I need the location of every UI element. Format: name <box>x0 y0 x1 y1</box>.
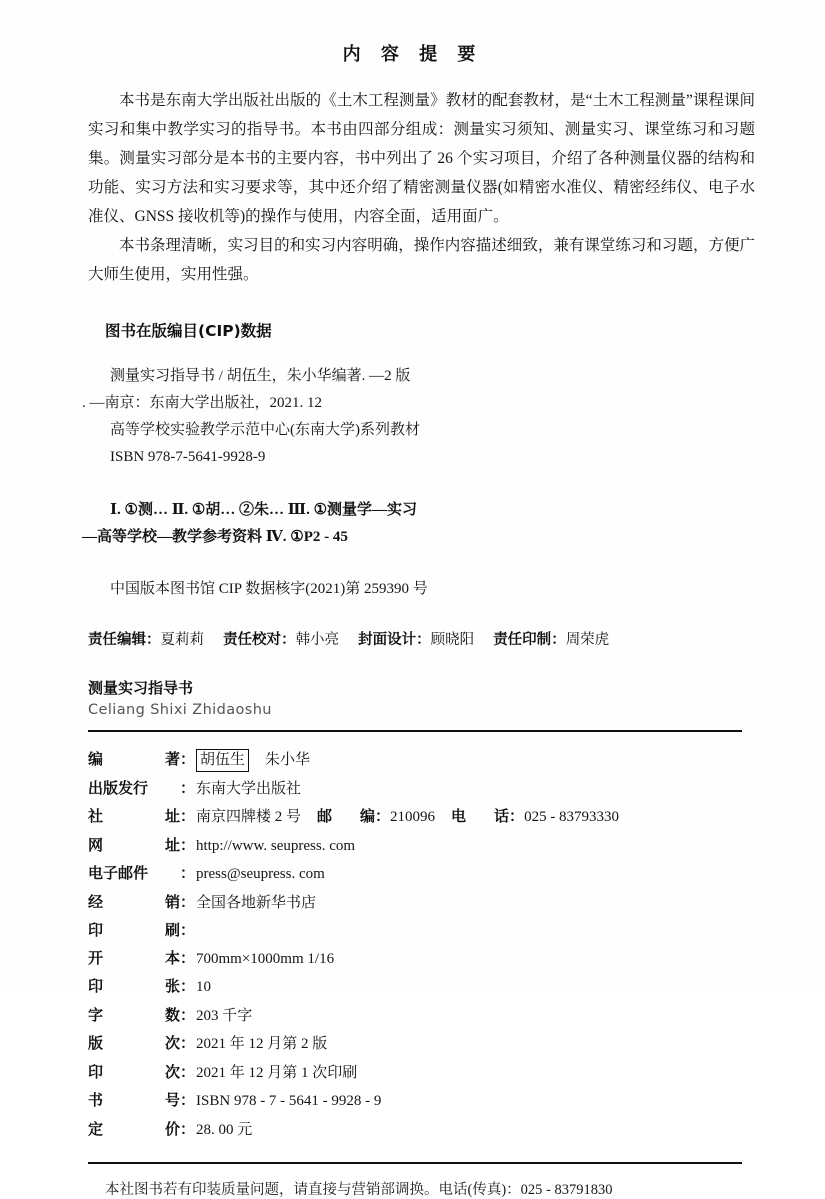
imprint-row <box>88 1087 825 1116</box>
colon: ： <box>551 632 566 648</box>
imprint-value-isbn: ISBN 978 - 7 - 5641 - 9928 - 9 <box>196 1093 382 1109</box>
colon: ： <box>416 632 431 648</box>
credits-line <box>88 628 825 649</box>
print-supervisor-label: 责任印制 <box>493 632 552 648</box>
book-title-pinyin: Celiang Shixi Zhidaoshu <box>88 702 272 718</box>
boxed-author-name: 胡伍生 <box>196 749 249 772</box>
cip-entry <box>82 363 825 471</box>
second-author-name: 朱小华 <box>265 752 311 768</box>
colon: ： <box>281 632 296 648</box>
colon: ： <box>180 1091 196 1109</box>
label-char: 社 <box>88 807 104 825</box>
cip-classification-line: —高等学校—教学参考资料 Ⅳ. ①P2 - 45 <box>82 529 348 545</box>
imprint-label-address <box>88 803 180 831</box>
label-char: 邮 <box>317 807 333 825</box>
proofreader-value: 韩小亮 <box>295 632 340 648</box>
colon: ： <box>180 750 196 768</box>
abstract-paragraph-1: 本书是东南大学出版社出版的《土木工程测量》教材的配套教材，是“土木工程测量”课程课间实习和集中教学实习的指导书。本书由四部分组成：测量实习须知、测量实习、课堂练习和习题集。测量实习部分是本书的主要内容，书中列出了 26 个实习项目，介绍了各种测量仪器的结构和功能、实习方法和实习要求等，其中还介绍了精密测量仪器(如精密水准仪、精密经纬仪、电子水准仪、GNSS 接收机等)的操作与使用，内容全面，适用面广。 <box>88 92 755 225</box>
divider-bottom <box>88 1162 742 1164</box>
imprint-label-edition <box>88 1030 180 1058</box>
imprint-row <box>88 832 825 861</box>
label-char: 定 <box>88 1119 104 1138</box>
imprint-row <box>88 973 825 1002</box>
imprint-row <box>88 1030 825 1059</box>
label-char: 址 <box>164 835 180 854</box>
imprint-row <box>88 803 825 832</box>
imprint-value-sheets: 10 <box>196 979 212 995</box>
imprint-value-postcode: 210096 <box>390 809 436 825</box>
imprint-row <box>88 746 825 775</box>
colon: ： <box>180 778 196 797</box>
imprint-label-phone <box>451 803 509 831</box>
imprint-row <box>88 889 825 918</box>
imprint-value-wordcount: 203 千字 <box>196 1007 253 1024</box>
imprint-value-format: 700mm×1000mm 1/16 <box>196 950 335 967</box>
label-char: 本 <box>164 948 180 967</box>
imprint-label-price <box>88 1116 180 1144</box>
divider-top <box>88 730 742 732</box>
label-char: 印 <box>88 921 104 939</box>
cip-isbn-line: ISBN 978-7-5641-9928-9 <box>110 449 266 465</box>
imprint-label-publisher: 出版发行 <box>88 778 149 797</box>
imprint-label-sheets <box>88 973 180 1001</box>
abstract-title: 内 容 提 要 <box>342 44 483 65</box>
colon: ： <box>180 807 196 825</box>
label-char: 电 <box>451 807 467 825</box>
imprint-value-email[interactable]: press@seupress. com <box>196 866 325 882</box>
colon: ： <box>180 977 196 995</box>
label-char: 次 <box>164 1034 180 1052</box>
label-char: 印 <box>88 977 104 995</box>
imprint-value-publisher: 东南大学出版社 <box>196 780 302 797</box>
colon: ： <box>180 1062 196 1081</box>
responsible-editor-value: 夏莉莉 <box>160 632 204 648</box>
imprint-value-price: 28. 00 元 <box>196 1121 253 1138</box>
label-char: 刷 <box>164 921 180 939</box>
book-title-block <box>88 677 825 721</box>
imprint-value-phone: 025 - 83793330 <box>524 809 620 825</box>
label-char: 著 <box>164 750 180 768</box>
label-char: 印 <box>88 1062 104 1081</box>
label-char: 张 <box>164 977 180 995</box>
colon: ： <box>180 921 196 939</box>
abstract-body <box>88 86 755 289</box>
cover-designer-value: 顾晓阳 <box>430 632 475 648</box>
cip-entry-line: . —南京：东南大学出版社，2021. 12 <box>82 395 323 411</box>
proofreader-label: 责任校对 <box>223 632 282 648</box>
imprint-row <box>88 1059 825 1088</box>
cip-heading: 图书在版编目(CIP)数据 <box>105 322 272 340</box>
colon: ： <box>375 807 391 825</box>
colon: ： <box>180 864 196 882</box>
label-char: 数 <box>164 1005 180 1024</box>
label-char: 编 <box>360 807 376 825</box>
imprint-label-distribution <box>88 889 180 917</box>
colon: ： <box>146 632 161 648</box>
print-supervisor-value: 周荣虎 <box>565 632 610 648</box>
imprint-value-author <box>196 747 310 775</box>
imprint-label-website <box>88 832 180 860</box>
imprint-label-wordcount <box>88 1002 180 1030</box>
cip-entry-line: 高等学校实验教学示范中心(东南大学)系列教材 <box>110 422 420 438</box>
imprint-row <box>88 945 825 974</box>
label-char: 书 <box>88 1091 104 1109</box>
cip-classification-line: Ⅰ. ①测… Ⅱ. ①胡… ②朱… Ⅲ. ①测量学—实习 <box>110 502 418 518</box>
cip-verification-number: 中国版本图书馆 CIP 数据核字(2021)第 259390 号 <box>110 581 428 597</box>
label-char: 次 <box>164 1062 180 1081</box>
colon: ： <box>180 835 196 854</box>
imprint-value-address: 南京四牌楼 2 号 <box>196 809 302 825</box>
label-char: 字 <box>88 1005 104 1024</box>
colon: ： <box>180 1034 196 1052</box>
imprint-label-impression <box>88 1059 180 1087</box>
imprint-label-email: 电子邮件 <box>88 864 149 882</box>
label-char: 网 <box>88 835 104 854</box>
imprint-label-postcode <box>317 803 375 831</box>
label-char: 话 <box>494 807 510 825</box>
imprint-value-impression: 2021 年 12 月第 1 次印刷 <box>196 1064 358 1081</box>
imprint-label-author <box>88 746 180 774</box>
imprint-value-distribution: 全国各地新华书店 <box>196 894 317 911</box>
colon: ： <box>180 948 196 967</box>
label-char: 址 <box>164 807 180 825</box>
label-char: 编 <box>88 750 104 768</box>
label-char: 号 <box>164 1091 180 1109</box>
label-char: 价 <box>164 1119 180 1138</box>
book-title-chinese: 测量实习指导书 <box>88 679 194 697</box>
imprint-label-printer <box>88 917 180 945</box>
imprint-table <box>88 746 825 1144</box>
footer-quality-note: 本社图书若有印装质量问题，请直接与营销部调换。电话(传真)：025 - 83791830 <box>105 1182 613 1198</box>
imprint-value-edition: 2021 年 12 月第 2 版 <box>196 1036 328 1052</box>
label-char: 版 <box>88 1034 104 1052</box>
imprint-label-format <box>88 945 180 973</box>
responsible-editor-label: 责任编辑 <box>88 632 146 648</box>
imprint-row <box>88 1002 825 1031</box>
label-char: 销 <box>164 892 180 911</box>
cip-entry-line: 测量实习指导书 / 胡伍生，朱小华编著. —2 版 <box>110 368 411 384</box>
cip-classification <box>82 497 825 551</box>
colon: ： <box>180 892 196 911</box>
imprint-row <box>88 860 825 889</box>
colon: ： <box>509 807 525 825</box>
imprint-value-website[interactable]: http://www. seupress. com <box>196 837 356 854</box>
cover-designer-label: 封面设计 <box>358 632 417 648</box>
imprint-row <box>88 917 825 945</box>
label-char: 经 <box>88 892 104 911</box>
abstract-paragraph-2: 本书条理清晰，实习目的和实习内容明确，操作内容描述细致，兼有课堂练习和习题，方便广大师生使用，实用性强。 <box>88 237 755 283</box>
colon: ： <box>180 1119 196 1138</box>
imprint-row <box>88 775 825 804</box>
imprint-label-isbn <box>88 1087 180 1115</box>
label-char: 开 <box>88 948 104 967</box>
imprint-row <box>88 1116 825 1145</box>
colon: ： <box>180 1005 196 1024</box>
